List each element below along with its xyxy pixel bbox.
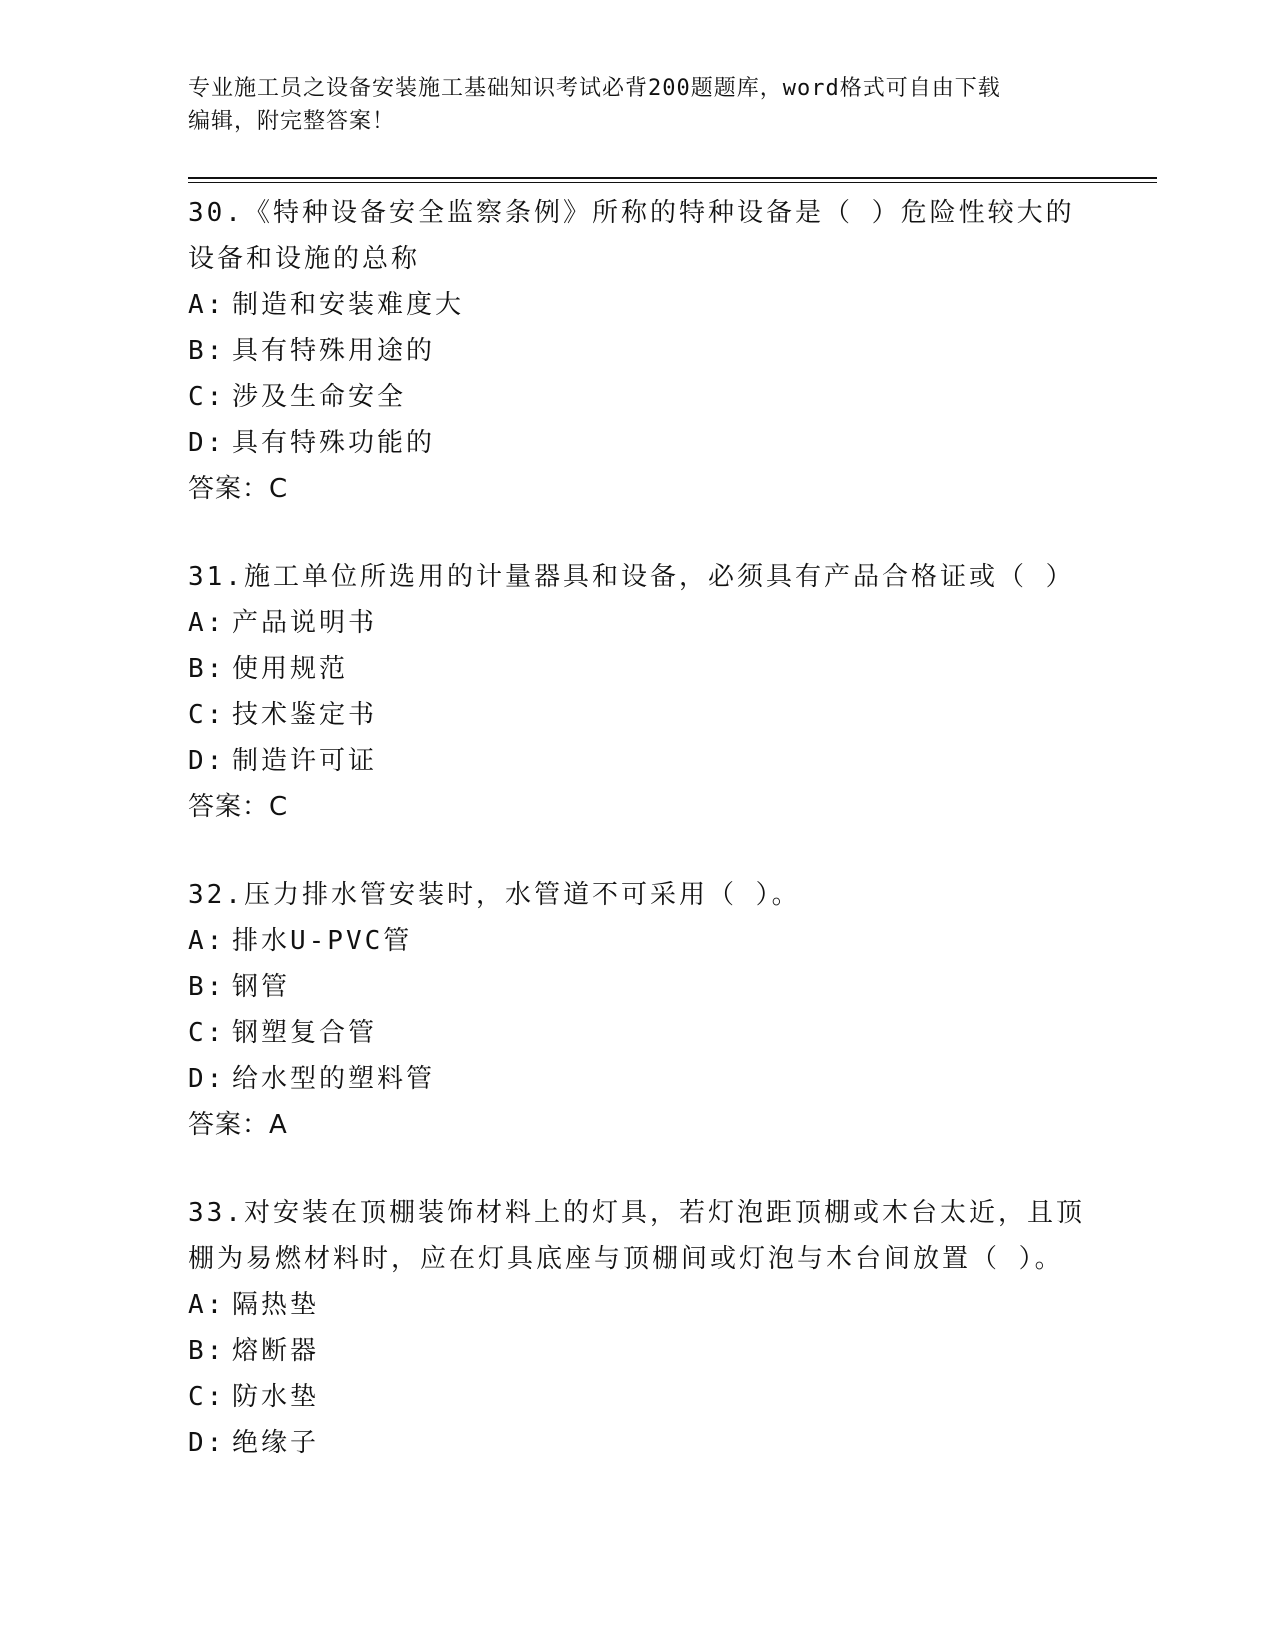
- option-text: 防水垫: [232, 1382, 320, 1412]
- option-letter: B:: [188, 654, 226, 684]
- option-a: [188, 918, 1088, 964]
- option-text: 具有特殊用途的: [232, 336, 436, 366]
- header-divider-thin: [188, 182, 1157, 183]
- option-letter: A:: [188, 608, 226, 638]
- answer-line: 答案：C: [188, 792, 289, 822]
- option-letter: D:: [188, 1064, 226, 1094]
- option-letter: C:: [188, 1382, 226, 1412]
- option-d: [188, 1056, 1088, 1102]
- option-text: 产品说明书: [232, 608, 378, 638]
- option-letter: C:: [188, 700, 226, 730]
- option-text: 涉及生命安全: [232, 382, 407, 412]
- option-letter: A:: [188, 290, 226, 320]
- answer-line: 答案：A: [188, 1110, 288, 1140]
- option-letter: C:: [188, 382, 226, 412]
- option-d: [188, 420, 1088, 466]
- option-text: 钢塑复合管: [232, 1018, 378, 1048]
- option-b: [188, 1328, 1088, 1374]
- option-a: [188, 282, 1088, 328]
- option-b: [188, 328, 1088, 374]
- option-text: 制造和安装难度大: [232, 290, 465, 320]
- option-letter: B:: [188, 1336, 226, 1366]
- option-letter: D:: [188, 746, 226, 776]
- question-text: 33.对安装在顶棚装饰材料上的灯具，若灯泡距顶棚或木台太近，且顶棚为易燃材料时，应在灯具底座与顶棚间或灯泡与木台间放置（ ）。: [188, 1198, 1085, 1274]
- question-31: [188, 554, 1088, 830]
- option-text: 使用规范: [232, 654, 349, 684]
- option-letter: B:: [188, 972, 226, 1002]
- option-a: [188, 600, 1088, 646]
- option-text: 隔热垫: [232, 1290, 320, 1320]
- option-letter: D:: [188, 428, 226, 458]
- option-text: 熔断器: [232, 1336, 320, 1366]
- option-d: [188, 1420, 1088, 1466]
- question-text: 32.压力排水管安装时，水管道不可采用（ ）。: [188, 880, 801, 910]
- question-30: [188, 190, 1088, 512]
- question-text: 31.施工单位所选用的计量器具和设备，必须具有产品合格证或（ ）: [188, 562, 1075, 592]
- option-b: [188, 964, 1088, 1010]
- option-letter: D:: [188, 1428, 226, 1458]
- header-line-2: 编辑，附完整答案！: [188, 109, 396, 134]
- option-text: 绝缘子: [232, 1428, 320, 1458]
- option-letter: C:: [188, 1018, 226, 1048]
- option-letter: A:: [188, 926, 226, 956]
- option-c: [188, 1374, 1088, 1420]
- option-text: 制造许可证: [232, 746, 378, 776]
- option-b: [188, 646, 1088, 692]
- header-divider-thick: [188, 177, 1157, 179]
- option-c: [188, 374, 1088, 420]
- spacer: [188, 1148, 1088, 1190]
- option-text: 技术鉴定书: [232, 700, 378, 730]
- option-a: [188, 1282, 1088, 1328]
- question-list: [188, 190, 1088, 1466]
- option-text: 排水U-PVC管: [232, 926, 413, 956]
- answer-line: 答案：C: [188, 474, 289, 504]
- question-33: [188, 1190, 1088, 1466]
- spacer: [188, 512, 1088, 554]
- header-line-1: 专业施工员之设备安装施工基础知识考试必背200题题库，word格式可自由下载: [188, 76, 1001, 101]
- option-text: 给水型的塑料管: [232, 1064, 436, 1094]
- option-d: [188, 738, 1088, 784]
- option-letter: A:: [188, 1290, 226, 1320]
- option-c: [188, 692, 1088, 738]
- question-text: 30.《特种设备安全监察条例》所称的特种设备是（ ）危险性较大的设备和设施的总称: [188, 198, 1075, 274]
- option-text: 钢管: [232, 972, 291, 1002]
- spacer: [188, 830, 1088, 872]
- option-letter: B:: [188, 336, 226, 366]
- question-32: [188, 872, 1088, 1148]
- option-c: [188, 1010, 1088, 1056]
- document-header: [188, 72, 1078, 138]
- option-text: 具有特殊功能的: [232, 428, 436, 458]
